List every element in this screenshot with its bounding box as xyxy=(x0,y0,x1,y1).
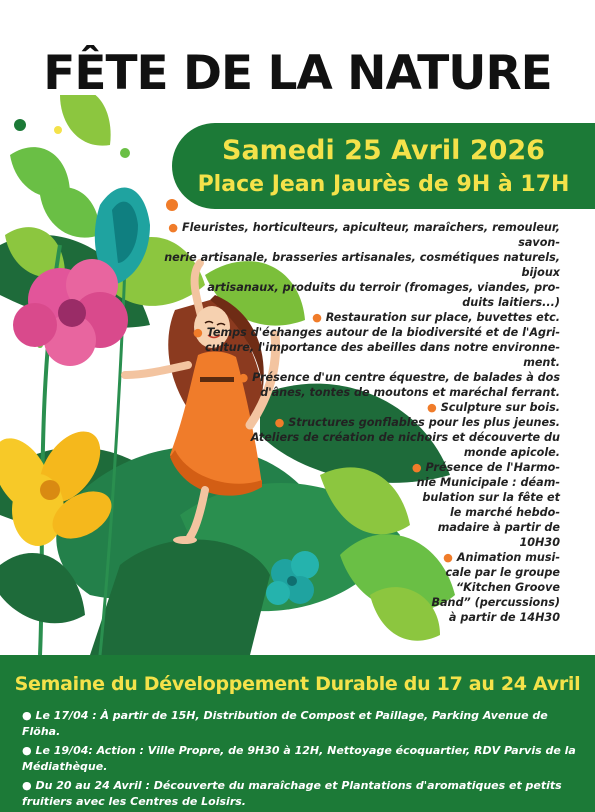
bullet-icon: ● xyxy=(427,401,437,414)
bullet-icon: ● xyxy=(312,311,322,324)
bullet-icon: ● xyxy=(238,371,249,384)
bullet-icon: ● xyxy=(274,416,285,429)
list-item: ● Restauration sur place, buvettes etc. xyxy=(312,311,560,324)
list-item: ● Animation musi- cale par le groupe “Kitchen Groove Band” (percussions) à partir de 14H30 xyxy=(431,551,560,624)
activities-list xyxy=(160,220,560,625)
event-date: Samedi 25 Avril 2026 xyxy=(222,135,545,166)
bullet-icon: ● xyxy=(22,779,32,792)
list-item: ● Structures gonflables pour les plus jeunes. xyxy=(274,416,560,429)
sustainability-week-section xyxy=(0,655,595,812)
list-item: ● Présence de l'Harmo- nie Municipale : déam- bulation sur la fête et le marché hebdo- madaire à partir de 10H30 xyxy=(411,461,560,549)
list-item: ● Ateliers de création de nichoirs et découverte du monde apicole. xyxy=(237,431,560,459)
list-item: ● Le 19/04: Action : Ville Propre, de 9H30 à 12H, Nettoyage écoquartier, RDV Parvis de la Médiathèque. xyxy=(22,744,576,773)
bullet-icon: ● xyxy=(443,551,453,564)
sustainability-week-title: Semaine du Développement Durable du 17 au 24 Avril xyxy=(14,673,581,695)
date-banner xyxy=(172,123,595,209)
list-item: ● Le 17/04 : À partir de 15H, Distribution de Compost et Paillage, Parking Avenue de Flöha. xyxy=(22,709,548,738)
list-item: ● Du 20 au 24 Avril : Découverte du maraîchage et Plantations d'aromatiques et petits fruitiers avec les Centres de Loisirs. xyxy=(22,779,562,808)
poster-title: FÊTE DE LA NATURE xyxy=(43,46,552,101)
list-item: ● Présence d'un centre équestre, de balades à dos d'ânes, tontes de moutons et maréchal ferrant. xyxy=(238,371,560,399)
bullet-icon: ● xyxy=(22,709,32,722)
event-location-hours: Place Jean Jaurès de 9H à 17H xyxy=(197,172,570,197)
bullet-icon: ● xyxy=(168,221,179,234)
bullet-icon: ● xyxy=(22,744,32,757)
bullet-icon: ● xyxy=(193,326,203,339)
list-item: ● Temps d'échanges autour de la biodiversité et de l'Agri- culture, l'importance des abeilles dans notre environne- ment. xyxy=(193,326,560,369)
list-item: ● Fleuristes, horticulteurs, apiculteur, maraîchers, remouleur, savon- nerie artisanale, brasseries artisanales, cosmétiques naturels, bijoux artisanaux, produits du terroir (fromages, viandes, pro- duits laitiers...) xyxy=(164,221,560,309)
bullet-icon: ● xyxy=(411,461,422,474)
sustainability-week-list xyxy=(22,708,582,812)
list-item: ● Sculpture sur bois. xyxy=(427,401,560,414)
bullet-icon: ● xyxy=(237,431,247,444)
